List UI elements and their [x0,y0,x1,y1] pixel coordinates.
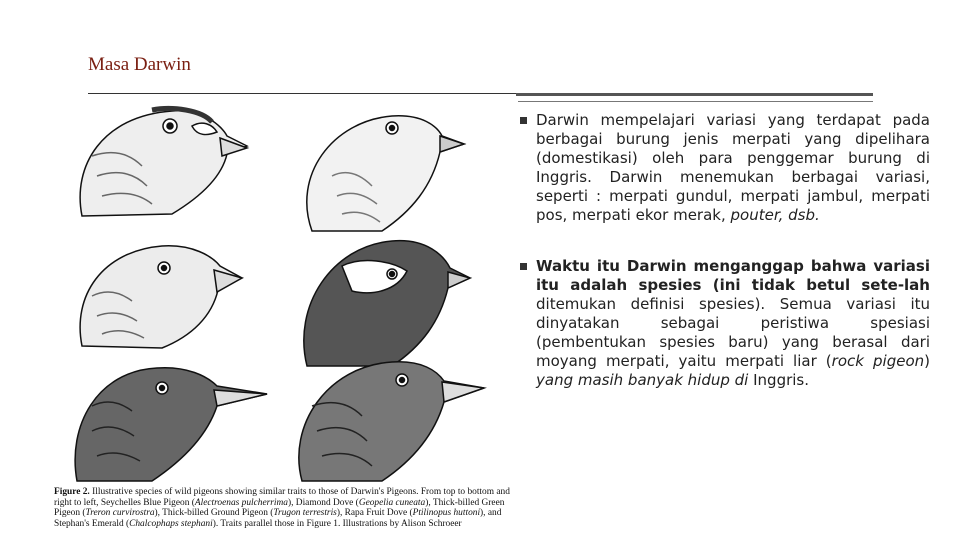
bullet-1-text: Darwin mempelajari variasi yang terdapat pada berbagai burung jenis merpati yang dipelihara (domestikasi) oleh para penggemar burung di Inggris. Darwin menemukan berbagai variasi, seperti : merpati gundul, merpati jambul, merpati pos, merpati ekor merak, [536,111,930,224]
bullet-2-text-3: Inggris. [753,371,810,389]
bullet-2-italic-2: yang masih banyak hidup di [536,371,754,389]
slide-title: Masa Darwin [88,54,191,75]
bullet-item-1 [520,111,930,225]
caption-text-2: ), Diamond Dove ( [287,497,359,508]
caption-species-1: Alectroenas pulcherrima [194,497,288,508]
caption-species-4: Trugon terrestris [273,508,337,519]
caption-species-2: Geopelia cuneata [358,497,426,508]
pigeon-head-6 [299,362,484,481]
square-bullet-icon [520,117,527,124]
bullet-2-text: ditemukan definisi spesies). Semua variasi itu dinyatakan sebagai peristiwa spesiasi (pembentukan spesies baru) yang berasal dari moyang merpati, yaitu merpati liar ( [536,295,930,370]
pigeon-head-2 [307,116,464,231]
pigeon-figure [52,96,518,540]
caption-species-3: Treron curvirostra [85,508,155,519]
bullet-list [520,111,930,390]
accent-rule-bottom [516,101,873,102]
pigeon-head-4 [304,241,470,366]
caption-text-6: ), and Stephan's Emerald ( [54,508,502,529]
bullet-2-italic-1: rock pigeon [831,352,925,370]
pigeon-heads-illustration [52,96,518,486]
caption-text-5: ), Rapa Fruit Dove ( [336,508,413,519]
pigeon-head-1 [80,109,247,217]
caption-label: Figure 2. [54,487,90,497]
caption-species-6: Chalcophaps stephani [129,518,213,529]
caption-text-1: Illustrative species of wild pigeons showing similar traits to those of Darwin's Pigeons. From top to bottom and right to left, Seychelles Blue Pigeon ( [54,487,510,508]
caption-text-4: ), Thick-billed Ground Pigeon ( [154,508,274,519]
caption-text-3: ), Thick-billed Green Pigeon ( [54,497,505,519]
bullet-1-italic: pouter, dsb. [725,206,820,224]
caption-species-5: Ptilinopus huttoni [412,508,481,519]
bullet-2-text-2: ) [924,352,930,370]
pigeon-head-3 [80,246,242,348]
accent-rule-top [516,93,873,96]
pigeon-head-5 [75,368,267,481]
square-bullet-icon [520,263,527,270]
caption-text-7: ). Traits parallel those in Figure 1. Illustrations by Alison Schroeer [212,518,462,529]
bullet-item-2 [520,257,930,390]
bullet-2-bold: Waktu itu Darwin menganggap bahwa variasi itu adalah spesies (ini tidak betul sete-lah [536,257,930,294]
figure-caption [54,487,516,529]
